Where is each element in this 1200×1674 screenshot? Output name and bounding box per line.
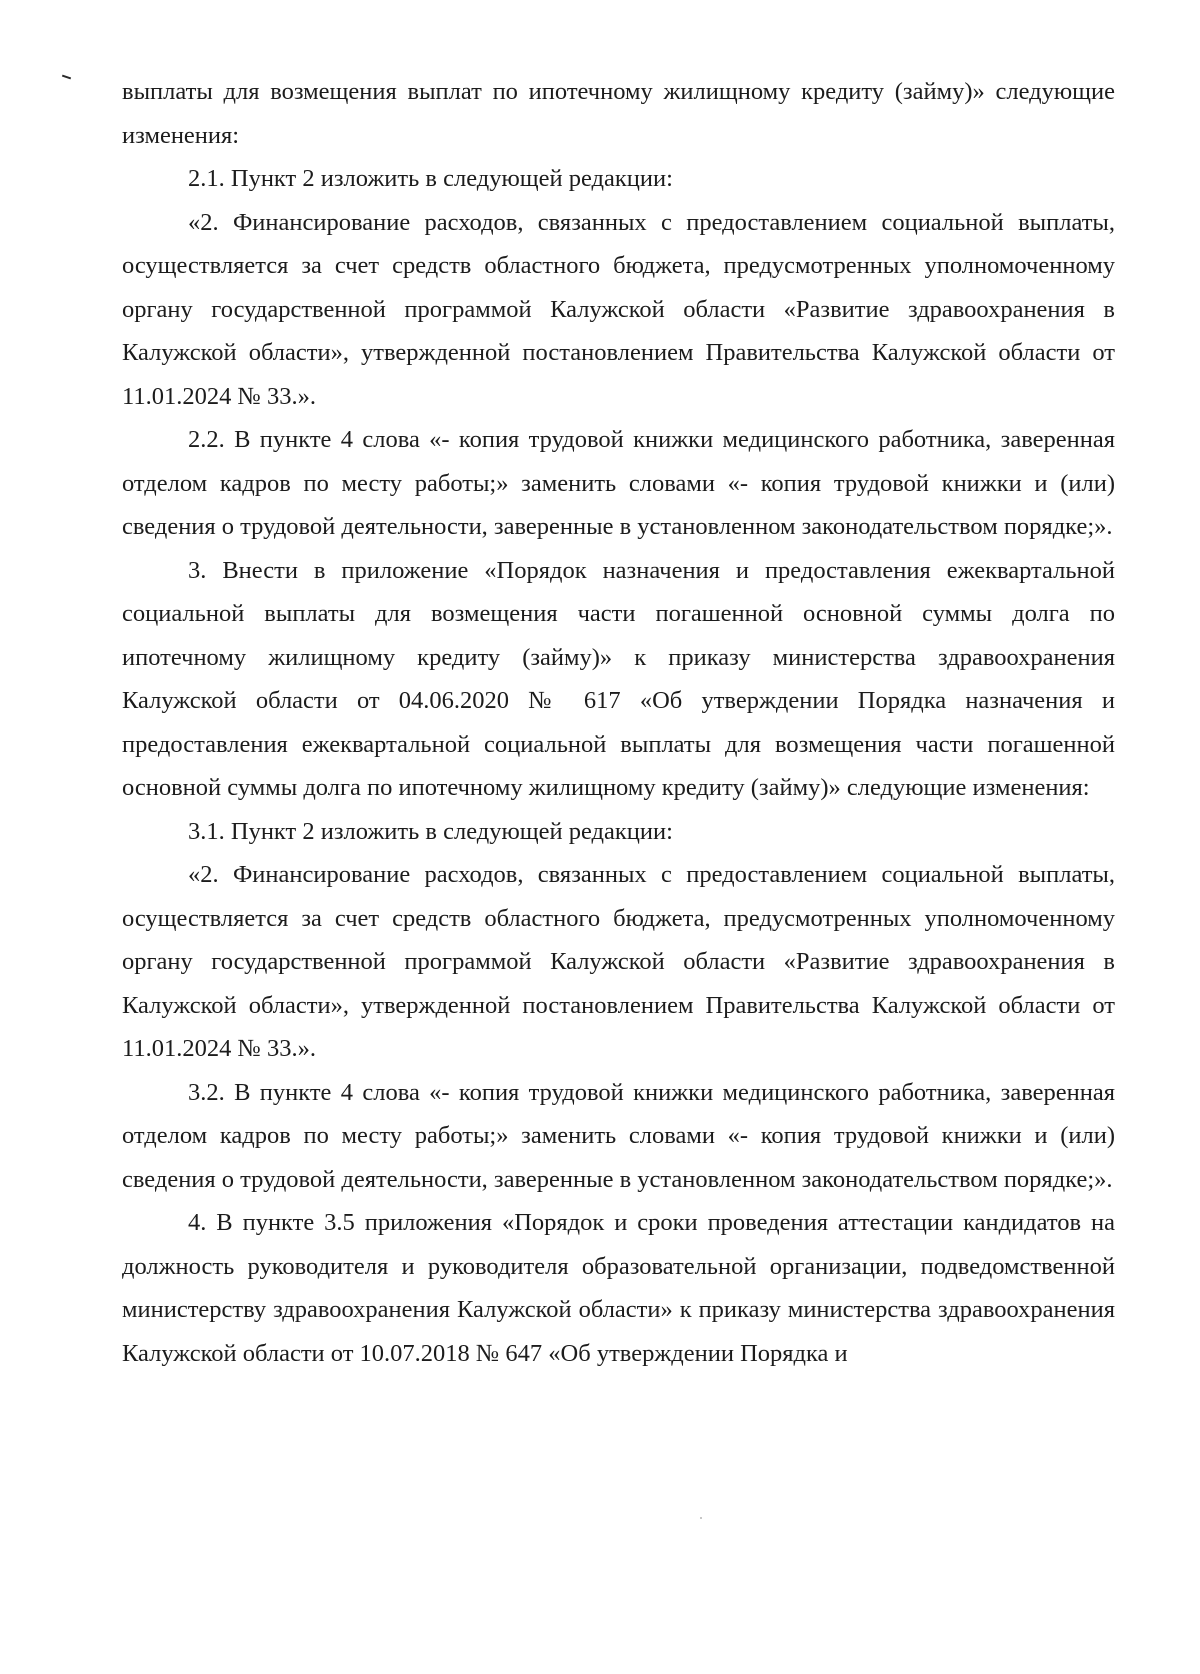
paragraph-2-1-quote: «2. Финансирование расходов, связанных с предоставлением социальной выплаты, осуществляется за счет средств областного бюджета, предусмотренных уполномоченному органу государственной программой Калужской области «Развитие здравоохранения в Калужской области», утвержденной постановлением Правительства Калужской области от 11.01.2024 № 33.». (122, 208, 1115, 410)
paragraph-3: 3. Внести в приложение «Порядок назначения и предоставления ежеквартальной социальной выплаты для возмещения части погашенной основной суммы долга по ипотечному жилищному кредиту (займу)» к приказу министерства здравоохранения Калужской области от 04.06.2020 № 617 «Об утверждении Порядка назначения и предоставления ежеквартальной социальной выплаты для возмещения части погашенной основной суммы долга по ипотечному жилищному кредиту (займу)» следующие изменения: (122, 556, 1115, 801)
scan-artifact-dot (700, 1517, 702, 1519)
scan-artifact-mark (62, 75, 71, 80)
paragraph-2-2: 2.2. В пункте 4 слова «- копия трудовой книжки медицинского работника, заверенная отделом кадров по месту работы;» заменить словами «- копия трудовой книжки и (или) сведения о трудовой деятельности, заверенные в установленном законодательством порядке;». (122, 426, 1115, 540)
paragraph-2-1: 2.1. Пункт 2 изложить в следующей редакции: (188, 165, 673, 192)
paragraph-4: 4. В пункте 3.5 приложения «Порядок и сроки проведения аттестации кандидатов на должность руководителя и руководителя образовательной организации, подведомственной министерству здравоохранения Калужской области» к приказу министерства здравоохранения Калужской области от 10.07.2018 № 647 «Об утверждении Порядка и (122, 1209, 1115, 1367)
document-body (122, 70, 1115, 1375)
paragraph-3-2: 3.2. В пункте 4 слова «- копия трудовой книжки медицинского работника, заверенная отделом кадров по месту работы;» заменить словами «- копия трудовой книжки и (или) сведения о трудовой деятельности, заверенные в установленном законодательством порядке;». (122, 1078, 1115, 1193)
paragraph-3-1: 3.1. Пункт 2 изложить в следующей редакции: (188, 817, 673, 845)
paragraph-3-1-quote: «2. Финансирование расходов, связанных с предоставлением социальной выплаты, осуществляется за счет средств областного бюджета, предусмотренных уполномоченному органу государственной программой Калужской области «Развитие здравоохранения в Калужской области», утвержденной постановлением Правительства Калужской области от 11.01.2024 № 33.». (122, 861, 1115, 1062)
paragraph-continuation: выплаты для возмещения выплат по ипотечному жилищному кредиту (займу)» следующие изменения: (122, 78, 1115, 149)
